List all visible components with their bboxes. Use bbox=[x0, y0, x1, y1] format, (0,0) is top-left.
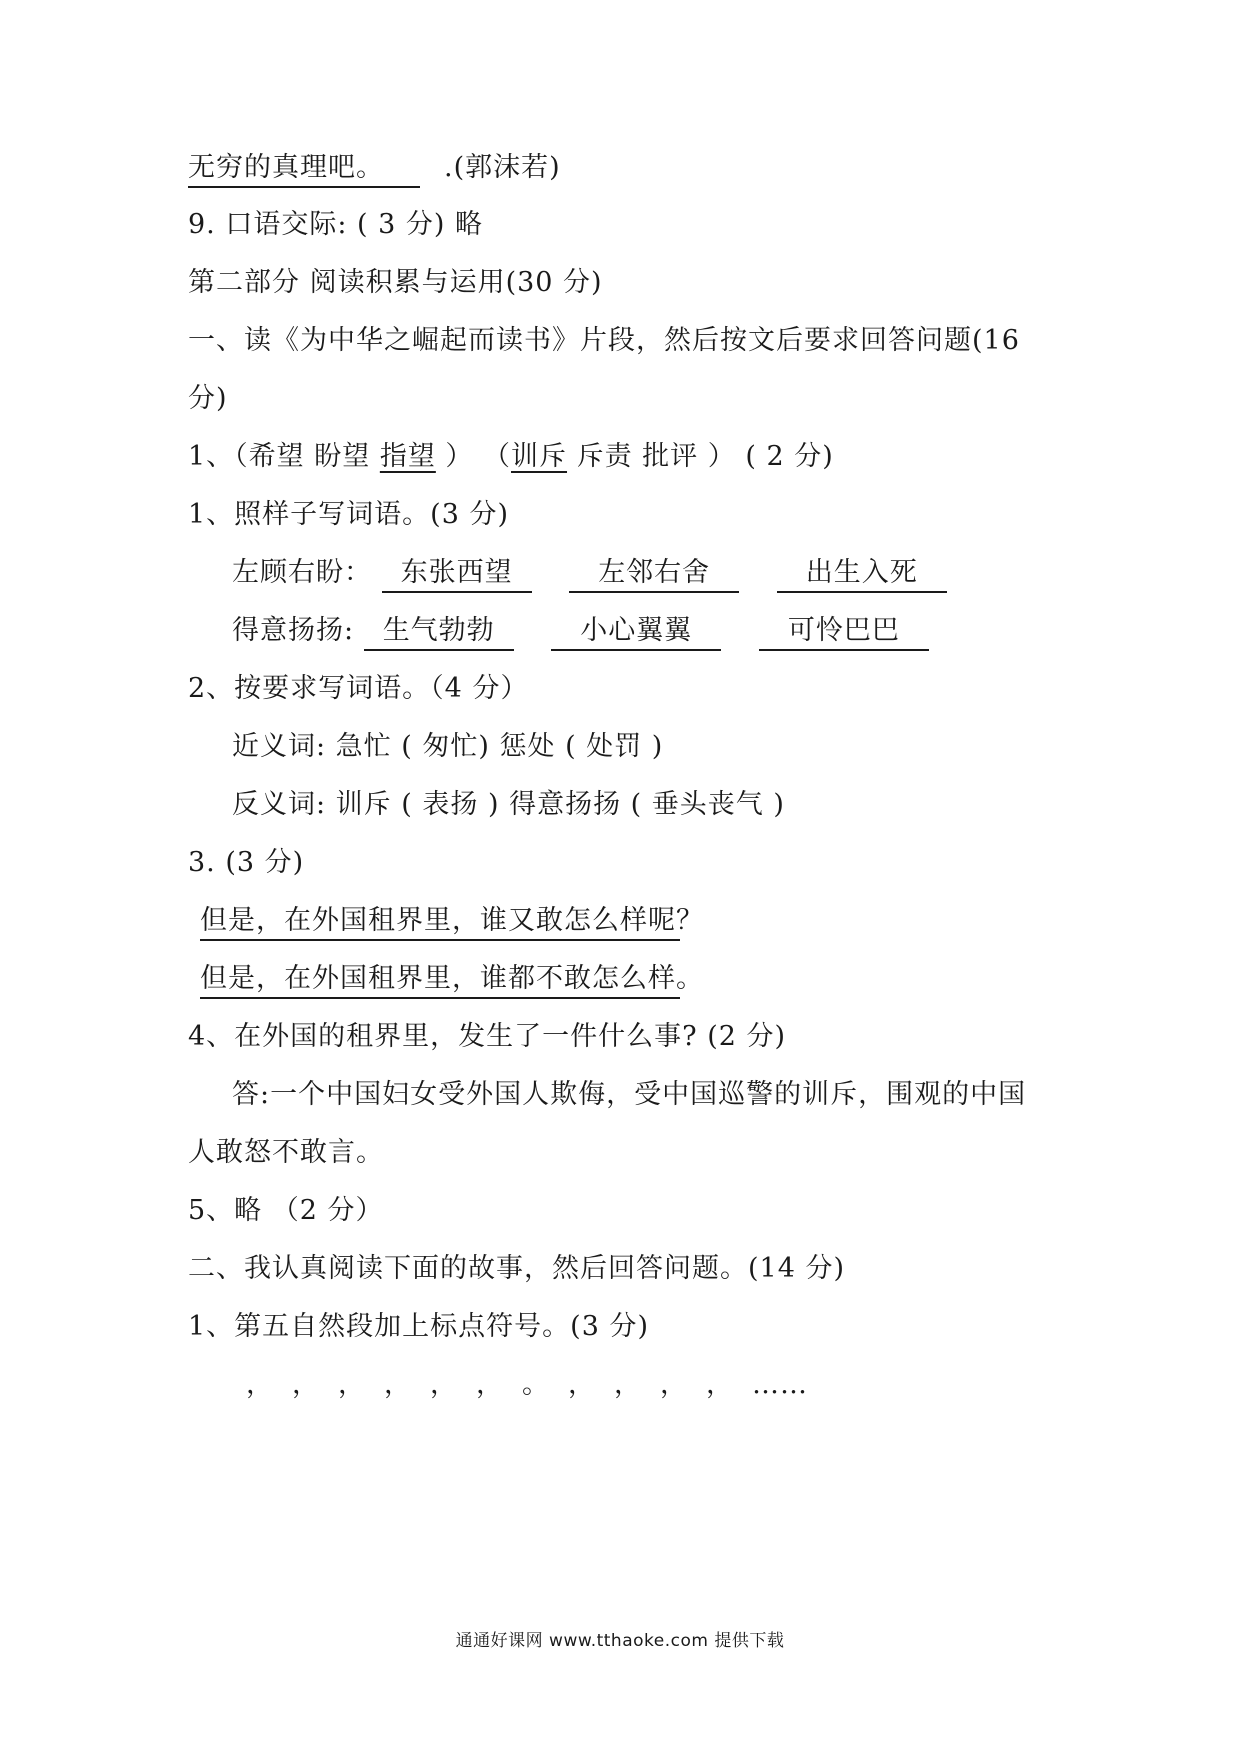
question-1-pattern: 1、照样子写词语。(3 分) bbox=[188, 499, 510, 530]
answer-4-cont: 人敢怒不敢言。 bbox=[188, 1137, 384, 1168]
section-heading: 第二部分 阅读积累与运用(30 分) bbox=[188, 267, 603, 298]
punct-mark: ， bbox=[246, 1369, 274, 1400]
author-ref: .(郭沫若) bbox=[444, 152, 561, 183]
line-0 bbox=[188, 148, 561, 188]
answer-blank: 左邻右舍 bbox=[569, 555, 739, 593]
answer-blank: 但是，在外国租界里，谁又敢怎么样呢？ bbox=[200, 903, 680, 941]
punct-mark: 。 bbox=[522, 1369, 550, 1400]
pattern-row-1 bbox=[232, 553, 975, 593]
punct-mark: ， bbox=[476, 1369, 504, 1400]
punctuation-answer bbox=[246, 1365, 808, 1405]
punct-mark: ， bbox=[660, 1369, 688, 1400]
underlined-word: 指望 bbox=[379, 441, 436, 472]
punct-mark: ， bbox=[614, 1369, 642, 1400]
punct-mark: ， bbox=[706, 1369, 734, 1400]
punct-mark: ， bbox=[338, 1369, 366, 1400]
punct-mark: ， bbox=[292, 1369, 320, 1400]
answer-blank: 但是，在外国租界里，谁都不敢怎么样。 bbox=[200, 961, 680, 999]
answer-blank: 东张西望 bbox=[382, 555, 532, 593]
question-2: 2、按要求写词语。（4 分） bbox=[188, 673, 529, 704]
punct-mark: ， bbox=[568, 1369, 596, 1400]
question-1-punct: 1、第五自然段加上标点符号。(3 分) bbox=[188, 1311, 650, 1342]
answer-blank bbox=[188, 150, 420, 188]
underlined-word: 训斥 bbox=[511, 441, 568, 472]
reading-heading-1: 一、读《为中华之崛起而读书》片段，然后按文后要求回答问题(16 bbox=[188, 325, 1020, 356]
rewrite-answer-1 bbox=[200, 901, 708, 941]
question-1-words: 1、（希望 盼望 指望 ） （训斥 斥责 批评 ） ( 2 分) bbox=[188, 441, 834, 472]
answer-blank: 生气勃勃 bbox=[364, 613, 514, 651]
punct-mark: …… bbox=[752, 1369, 808, 1400]
pattern-row-2 bbox=[232, 611, 957, 651]
question-3: 3. (3 分) bbox=[188, 847, 305, 878]
answer-blank: 出生入死 bbox=[777, 555, 947, 593]
question-4: 4、在外国的租界里，发生了一件什么事? (2 分) bbox=[188, 1021, 787, 1052]
punct-mark: ， bbox=[430, 1369, 458, 1400]
answer-4: 答:一个中国妇女受外国人欺侮，受中国巡警的训斥，围观的中国 bbox=[232, 1079, 1027, 1110]
answer-text: 无穷的真理吧。 bbox=[188, 152, 384, 183]
question-5: 5、略 （2 分） bbox=[188, 1195, 384, 1226]
punct-mark: ， bbox=[384, 1369, 412, 1400]
answer-blank: 小心翼翼 bbox=[551, 613, 721, 651]
pattern-label: 得意扬扬: bbox=[232, 615, 364, 646]
page-footer: 通通好课网 www.tthaoke.com 提供下载 bbox=[455, 1631, 785, 1651]
antonym-row: 反义词: 训斥 ( 表扬 ) 得意扬扬 ( 垂头丧气 ) bbox=[232, 789, 785, 820]
reading-heading-1-cont: 分) bbox=[188, 383, 228, 414]
answer-blank: 可怜巴巴 bbox=[759, 613, 929, 651]
pattern-label: 左顾右盼： bbox=[232, 557, 372, 588]
rewrite-answer-2 bbox=[200, 959, 708, 999]
synonym-row: 近义词: 急忙 ( 匆忙) 惩处 ( 处罚 ) bbox=[232, 731, 664, 762]
question-9: 9. 口语交际: ( 3 分) 略 bbox=[188, 209, 484, 240]
reading-heading-2: 二、我认真阅读下面的故事，然后回答问题。(14 分) bbox=[188, 1253, 846, 1284]
